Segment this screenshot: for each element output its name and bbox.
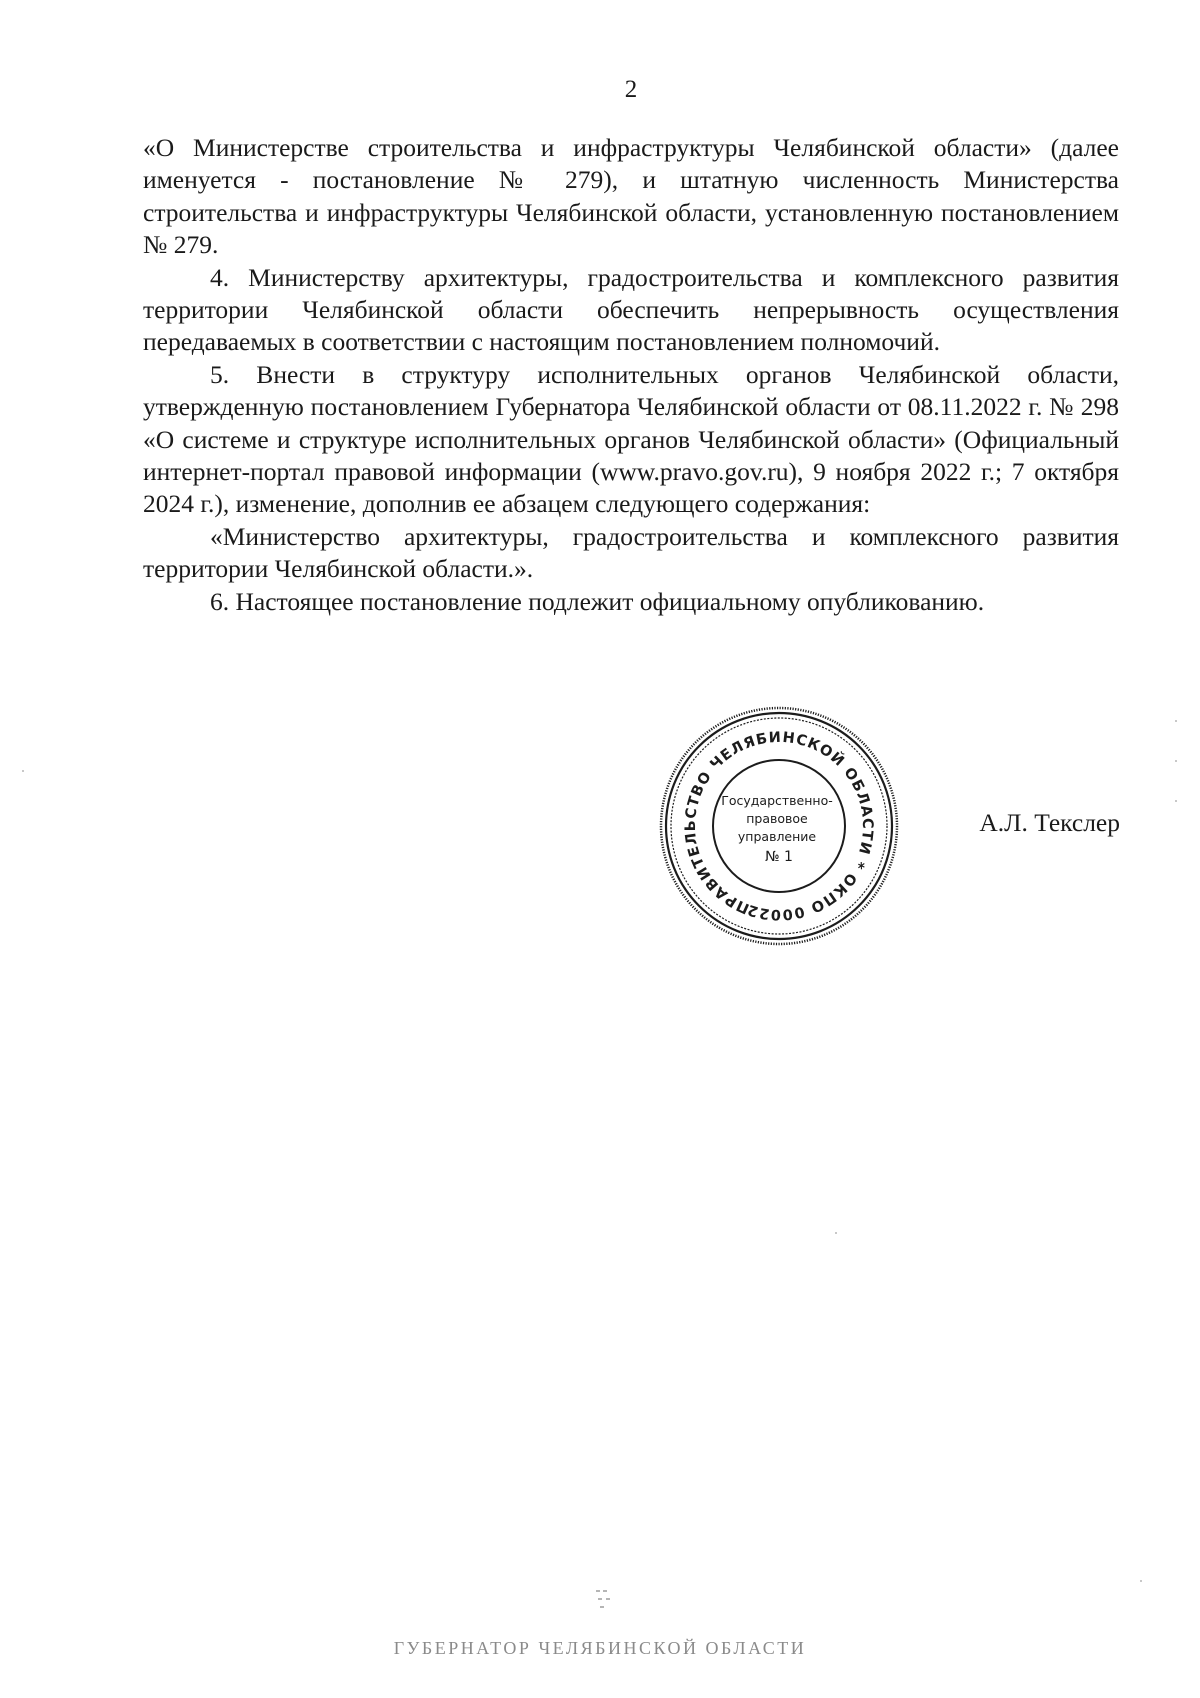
scan-artifact: [1175, 800, 1177, 802]
svg-text:ПРАВИТЕЛЬСТВО ЧЕЛЯБИНСКОЙ ОБЛА: ПРАВИТЕЛЬСТВО ЧЕЛЯБИНСКОЙ ОБЛАСТИ * ОКПО 00022243: [682, 729, 876, 923]
scan-artifact: [22, 770, 24, 772]
paragraph-continuation: «О Министерстве строительства и инфраструктуры Челябинской области» (далее именуется - постановление № 279), и штатную численность Министерства строительства и инфраструктуры Челябинской области, установленную постановлением № 279.: [143, 133, 1119, 260]
paragraph-item-4: 4. Министерству архитектуры, градостроительства и комплексного развития территории Челябинской области обеспечить непрерывность осуществления передаваемых в соответствии с настоящим постановлением полномочий.: [143, 262, 1119, 357]
scan-artifact: [1140, 1580, 1142, 1582]
scan-artifact: [400, 1588, 800, 1614]
scan-artifact: [1175, 720, 1177, 722]
footer-issuer: ГУБЕРНАТОР ЧЕЛЯБИНСКОЙ ОБЛАСТИ: [393, 1638, 807, 1658]
paragraph-item-6: 6. Настоящее постановление подлежит официальному опубликованию.: [210, 586, 985, 616]
official-seal-stamp: [658, 705, 900, 947]
paragraph-quoted-addition: «Министерство архитектуры, градостроительства и комплексного развития территории Челябинской области.».: [143, 521, 1119, 584]
paragraph-item-5: 5. Внести в структуру исполнительных органов Челябинской области, утвержденную постановлением Губернатора Челябинской области от 08.11.2022 г. № 298 «О системе и структуре исполнительных органов Челябинской области» (Официальный интернет-портал правовой информации (www.pravo.gov.ru), 9 ноября 2022 г.; 7 октября 2024 г.), изменение, дополнив ее абзацем следующего содержания:: [143, 359, 1119, 519]
scan-artifact: [835, 1232, 837, 1234]
page-number: 2: [624, 76, 638, 103]
svg-text:Государственно- правовое: Государственно- правовое управление № 1: [721, 793, 833, 865]
document-body: [143, 132, 1119, 618]
scan-artifact: [1175, 760, 1177, 762]
signatory-name: А.Л. Текслер: [979, 808, 1120, 837]
